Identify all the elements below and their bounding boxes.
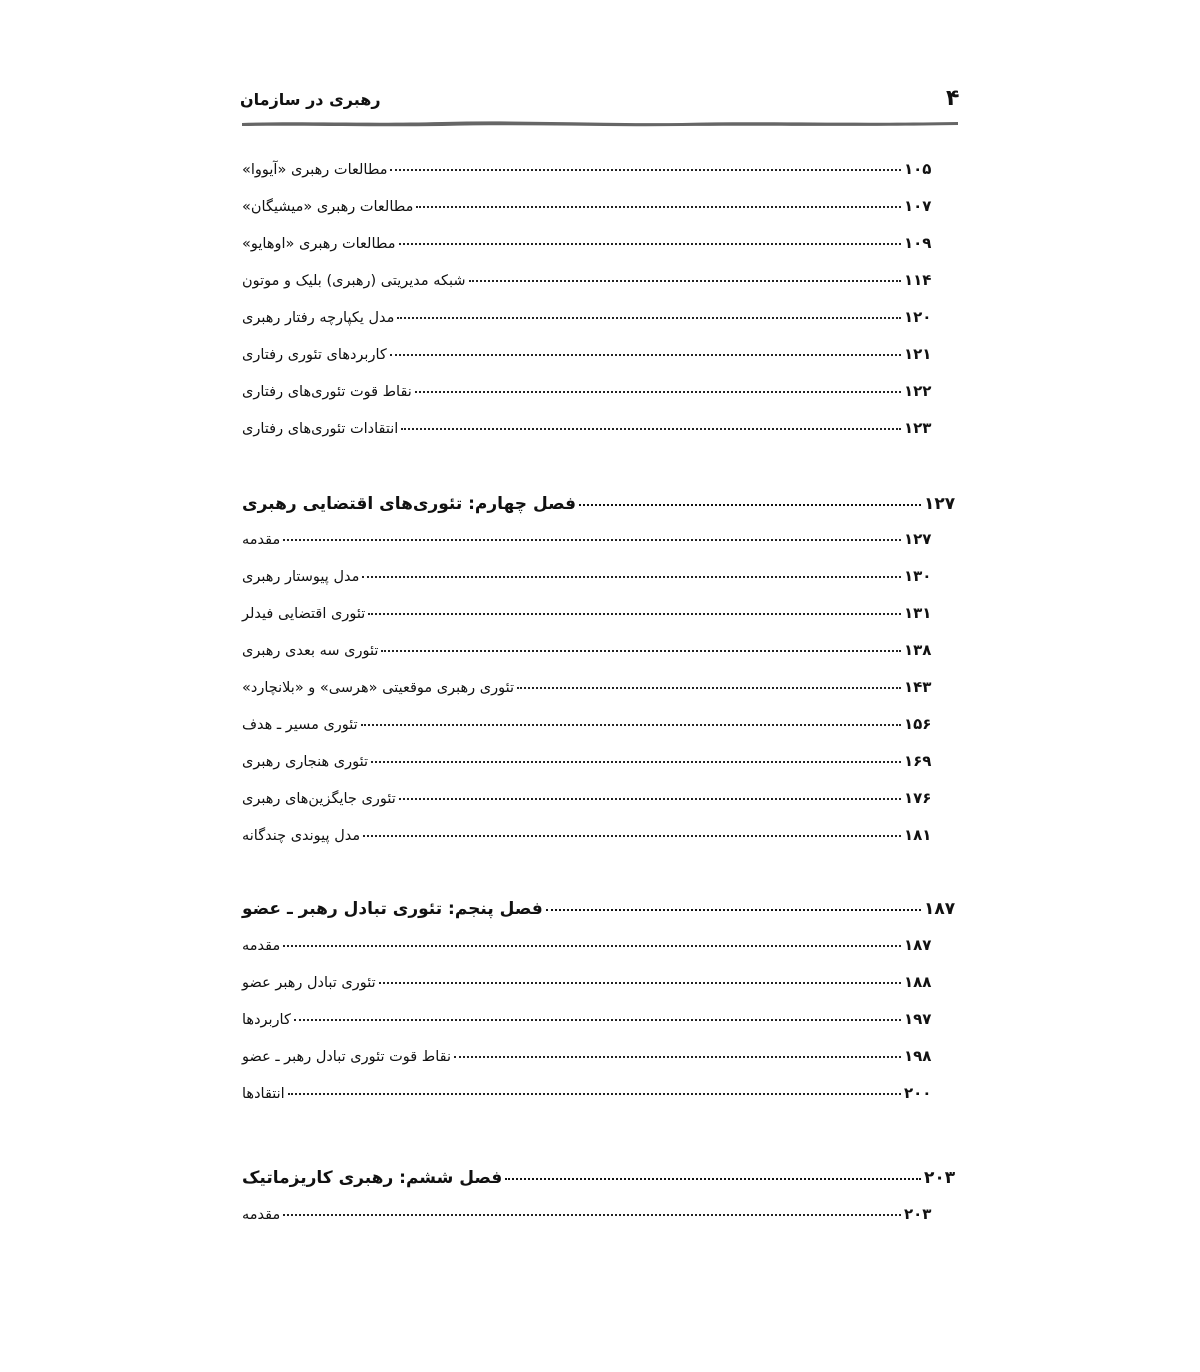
- book-title: رهبری در سازمان: [240, 90, 381, 109]
- toc-chapter-title: فصل پنجم: تئوری تبادل رهبر ـ عضو: [242, 899, 543, 919]
- toc-entry-page: ۱۸۱: [904, 826, 932, 844]
- toc-entry[interactable]: [240, 308, 938, 334]
- dot-leader: [401, 428, 901, 430]
- toc-chapter-heading[interactable]: [240, 494, 958, 520]
- dot-leader: [579, 504, 921, 506]
- toc-entry-title: مقدمه: [242, 938, 281, 954]
- toc-chapter-page: ۱۸۷: [924, 899, 956, 919]
- toc-entry[interactable]: [240, 1205, 938, 1231]
- dot-leader: [379, 982, 901, 984]
- toc-entry[interactable]: [240, 234, 938, 260]
- dot-leader: [362, 576, 901, 578]
- dot-leader: [390, 169, 901, 171]
- dot-leader: [381, 650, 901, 652]
- toc-entry-page: ۲۰۳: [904, 1205, 932, 1223]
- toc-entry[interactable]: [240, 752, 938, 778]
- toc-entry-page: ۱۴۳: [904, 678, 932, 696]
- toc-entry-title: تئوری هنجاری رهبری: [242, 754, 368, 770]
- toc-entry-title: تئوری مسیر ـ هدف: [242, 717, 358, 733]
- toc-entry[interactable]: [240, 678, 938, 704]
- toc-entry[interactable]: [240, 160, 938, 186]
- dot-leader: [283, 539, 901, 541]
- toc-entry-title: کاربردهای تئوری رفتاری: [242, 347, 387, 363]
- toc-entry-title: تئوری اقتضایی فیدلر: [242, 606, 366, 622]
- dot-leader: [546, 909, 921, 911]
- toc-entry-page: ۱۶۹: [904, 752, 932, 770]
- toc-entry[interactable]: [240, 419, 938, 445]
- toc-entry-page: ۱۲۳: [904, 419, 932, 437]
- toc-entry-page: ۱۹۷: [904, 1010, 932, 1028]
- toc-entry-title: مدل پیوستار رهبری: [242, 569, 360, 585]
- toc-entry-title: تئوری رهبری موقعیتی «هرسی» و «بلانچارد»: [242, 680, 515, 696]
- toc-entry[interactable]: [240, 936, 938, 962]
- toc-chapter-title: فصل چهارم: تئوری‌های اقتضایی رهبری: [242, 494, 577, 514]
- dot-leader: [294, 1019, 901, 1021]
- toc-entry-title: مقدمه: [242, 1207, 281, 1223]
- toc-entry-title: مدل پیوندی چندگانه: [242, 828, 361, 844]
- toc-entry[interactable]: [240, 345, 938, 371]
- toc-entry[interactable]: [240, 1010, 938, 1036]
- toc-entry-page: ۱۵۶: [904, 715, 932, 733]
- toc-entry-title: انتقادها: [242, 1086, 285, 1102]
- toc-entry-title: مطالعات رهبری «میشیگان»: [242, 199, 414, 215]
- toc-chapter-title: فصل ششم: رهبری کاریزماتیک: [242, 1168, 503, 1188]
- dot-leader: [399, 798, 901, 800]
- dot-leader: [454, 1056, 901, 1058]
- toc-entry-title: شبکه مدیریتی (رهبری) بلیک و موتون: [242, 273, 466, 289]
- toc-entry-page: ۱۸۷: [904, 936, 932, 954]
- toc-entry[interactable]: [240, 1047, 938, 1073]
- toc-entry[interactable]: [240, 826, 938, 852]
- toc-chapter-heading[interactable]: [240, 899, 958, 925]
- dot-leader: [288, 1093, 901, 1095]
- dot-leader: [390, 354, 901, 356]
- toc-entry-page: ۱۰۵: [904, 160, 932, 178]
- page-number: ۴: [946, 86, 960, 111]
- toc-chapter-page: ۲۰۳: [924, 1168, 956, 1188]
- toc-entry-page: ۱۳۰: [904, 567, 932, 585]
- toc-entry-page: ۱۲۷: [904, 530, 932, 548]
- toc-entry-page: ۱۸۸: [904, 973, 932, 991]
- header-rule: [242, 118, 958, 128]
- dot-leader: [361, 724, 901, 726]
- toc-entry[interactable]: [240, 604, 938, 630]
- dot-leader: [283, 1214, 901, 1216]
- toc-entry[interactable]: [240, 530, 938, 556]
- toc-entry-title: نقاط قوت تئوری تبادل رهبر ـ عضو: [242, 1049, 451, 1065]
- toc-entry[interactable]: [240, 973, 938, 999]
- dot-leader: [505, 1178, 921, 1180]
- toc-entry-title: تئوری تبادل رهبر عضو: [242, 975, 376, 991]
- toc-entry-page: ۱۳۱: [904, 604, 932, 622]
- toc-entry-title: کاربردها: [242, 1012, 291, 1028]
- toc-entry[interactable]: [240, 382, 938, 408]
- toc-entry[interactable]: [240, 197, 938, 223]
- toc-entry-page: ۱۹۸: [904, 1047, 932, 1065]
- dot-leader: [368, 613, 901, 615]
- toc-entry-page: ۱۰۹: [904, 234, 932, 252]
- toc-entry-page: ۱۲۲: [904, 382, 932, 400]
- toc-entry-title: مطالعات رهبری «اوهایو»: [242, 236, 396, 252]
- dot-leader: [415, 391, 901, 393]
- dot-leader: [469, 280, 901, 282]
- toc-entry[interactable]: [240, 789, 938, 815]
- toc-entry[interactable]: [240, 1084, 938, 1110]
- toc-entry-title: مطالعات رهبری «آیووا»: [242, 162, 388, 178]
- toc-entry-page: ۱۱۴: [904, 271, 932, 289]
- dot-leader: [416, 206, 901, 208]
- toc-entry-page: ۱۷۶: [904, 789, 932, 807]
- dot-leader: [371, 761, 901, 763]
- toc-entry[interactable]: [240, 271, 938, 297]
- toc-chapter-page: ۱۲۷: [924, 494, 956, 514]
- toc-entry-title: مقدمه: [242, 532, 281, 548]
- toc-entry-title: نقاط قوت تئوری‌های رفتاری: [242, 384, 412, 400]
- toc-entry-title: مدل یکپارچه رفتار رهبری: [242, 310, 395, 326]
- toc-entry-page: ۱۰۷: [904, 197, 932, 215]
- toc-entry[interactable]: [240, 567, 938, 593]
- toc-entry[interactable]: [240, 641, 938, 667]
- toc-entry-title: تئوری سه بعدی رهبری: [242, 643, 379, 659]
- dot-leader: [517, 687, 901, 689]
- dot-leader: [283, 945, 901, 947]
- toc-entry-page: ۱۲۰: [904, 308, 932, 326]
- dot-leader: [399, 243, 901, 245]
- toc-entry[interactable]: [240, 715, 938, 741]
- dot-leader: [397, 317, 901, 319]
- toc-chapter-heading[interactable]: [240, 1168, 958, 1194]
- toc-entry-page: ۱۳۸: [904, 641, 932, 659]
- toc-entry-title: تئوری جایگزین‌های رهبری: [242, 791, 396, 807]
- toc-entry-page: ۱۲۱: [904, 345, 932, 363]
- dot-leader: [363, 835, 901, 837]
- toc-entry-title: انتقادات تئوری‌های رفتاری: [242, 421, 399, 437]
- toc-entry-page: ۲۰۰: [904, 1084, 932, 1102]
